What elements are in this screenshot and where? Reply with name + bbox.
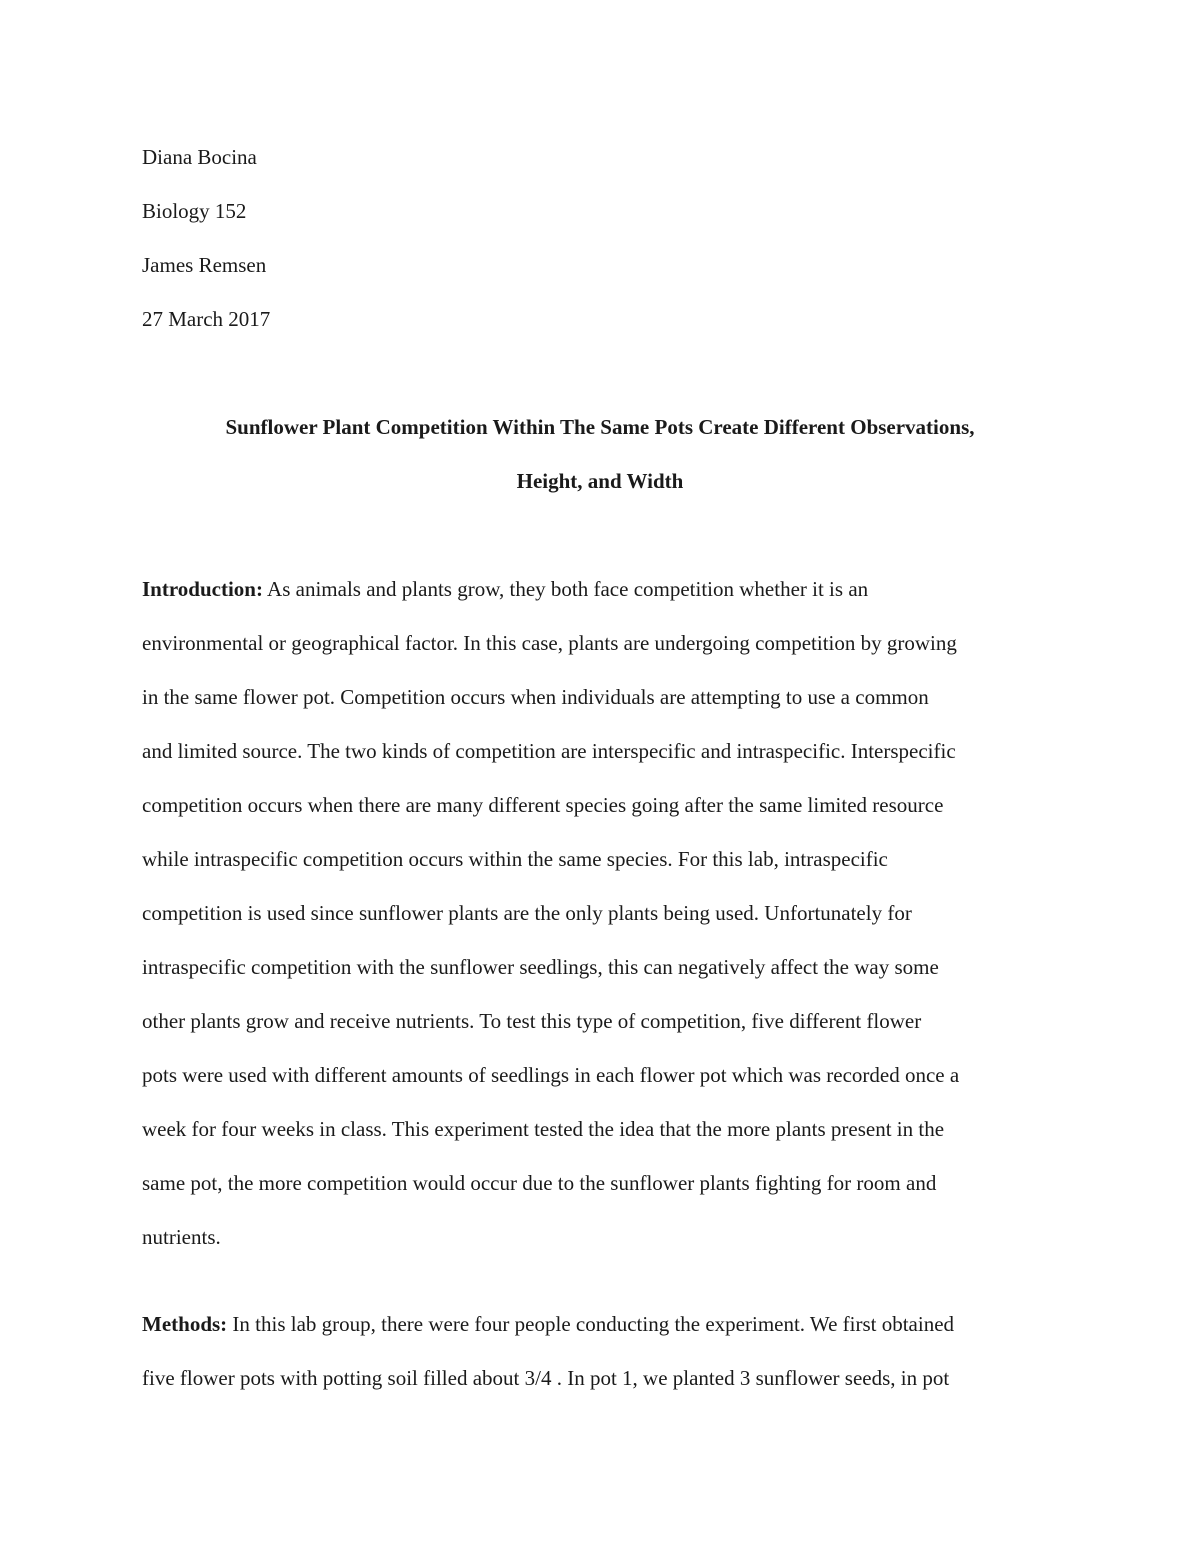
intro-line bbox=[142, 577, 868, 601]
document-title-line-1: Sunflower Plant Competition Within The Same Pots Create Different Observations, bbox=[225, 415, 975, 439]
methods-heading: Methods: bbox=[142, 1312, 228, 1336]
document-title-line-2: Height, and Width bbox=[516, 469, 684, 493]
methods-text: In this lab group, there were four people conducting the experiment. We first obtained bbox=[227, 1312, 955, 1336]
intro-text: As animals and plants grow, they both face competition whether it is an bbox=[262, 577, 869, 601]
course-name: Biology 152 bbox=[142, 199, 247, 223]
intro-line: competition is used since sunflower plants are the only plants being used. Unfortunately for bbox=[142, 901, 912, 925]
intro-line: week for four weeks in class. This experiment tested the idea that the more plants present in the bbox=[142, 1117, 945, 1141]
intro-line: environmental or geographical factor. In this case, plants are undergoing competition by growing bbox=[142, 631, 957, 655]
intro-line: intraspecific competition with the sunflower seedlings, this can negatively affect the way some bbox=[142, 955, 939, 979]
intro-line: same pot, the more competition would occur due to the sunflower plants fighting for room and bbox=[142, 1171, 937, 1195]
intro-line: in the same flower pot. Competition occurs when individuals are attempting to use a common bbox=[142, 685, 929, 709]
intro-line: competition occurs when there are many different species going after the same limited resource bbox=[142, 793, 944, 817]
introduction-heading: Introduction: bbox=[142, 577, 263, 601]
intro-line: other plants grow and receive nutrients. To test this type of competition, five different flower bbox=[142, 1009, 922, 1033]
intro-line: and limited source. The two kinds of competition are interspecific and intraspecific. Interspecific bbox=[142, 739, 956, 763]
intro-line: nutrients. bbox=[142, 1225, 221, 1249]
author-name: Diana Bocina bbox=[142, 145, 257, 169]
methods-line bbox=[142, 1312, 954, 1336]
intro-line: pots were used with different amounts of seedlings in each flower pot which was recorded once a bbox=[142, 1063, 960, 1087]
intro-line: while intraspecific competition occurs within the same species. For this lab, intraspecific bbox=[142, 847, 888, 871]
instructor-name: James Remsen bbox=[142, 253, 267, 277]
methods-line: five flower pots with potting soil filled about 3/4 . In pot 1, we planted 3 sunflower seeds, in pot bbox=[142, 1366, 950, 1390]
document-date: 27 March 2017 bbox=[142, 307, 271, 331]
